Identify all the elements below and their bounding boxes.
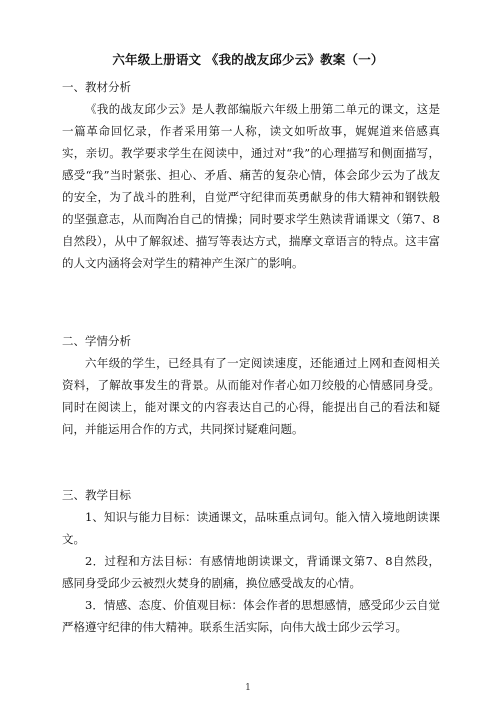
document-title: 六年级上册语文 《我的战友邱少云》教案（一） bbox=[112, 52, 384, 67]
goal-item: 3．情感、态度、价值观目标：体会作者的思想感情，感受邱少云自觉严格遵守纪律的伟大精神。联系生活实际，向伟大战士邱少云学习。 bbox=[62, 598, 440, 634]
section-paragraph: 《我的战友邱少云》是人教部编版六年级上册第二单元的课文，这是一篇革命回忆录，作者采用第一人称，读文如听故事，娓娓道来倍感真实，亲切。教学要求学生在阅读中，通过对“我”的心理描写和侧面描写，感受“我”当时紧张、担心、矛盾、痛苦的复杂心情，体会邱少云为了战友的安全，为了战斗的胜利，自觉严守纪律而英勇献身的伟大精神和钢铁般的坚强意志，从而陶冶自己的情操；同时要求学生熟读背诵课文（第7、8自然段），从中了解叙述、描写等表达方式，揣摩文章语言的特点。这丰富的人文内涵将会对学生的精神产生深广的影响。 bbox=[62, 102, 440, 270]
section-heading: 一、教材分析 bbox=[62, 80, 131, 94]
section-heading: 二、学情分析 bbox=[62, 334, 131, 348]
goal-item: 1、知识与能力目标：读通课文，品味重点词句。能入情入境地朗读课文。 bbox=[62, 510, 440, 546]
section-paragraph: 六年级的学生，已经具有了一定阅读速度，还能通过上网和查阅相关资料，了解故事发生的背景。从而能对作者心如刀绞般的心情感同身受。同时在阅读上，能对课文的内容表达自己的心得，能提出自己的看法和疑问，并能运用合作的方式，共同探讨疑难问题。 bbox=[62, 356, 440, 436]
section-teaching-goals bbox=[62, 484, 440, 638]
page-number: 1 bbox=[245, 683, 251, 693]
section-student-analysis bbox=[62, 330, 440, 440]
section-textbook-analysis bbox=[62, 76, 440, 274]
goal-item: 2．过程和方法目标：有感情地朗读课文，背诵课文第7、8自然段，感同身受邱少云被烈火焚身的剧痛，换位感受战友的心情。 bbox=[62, 554, 440, 590]
section-heading: 三、教学目标 bbox=[62, 488, 131, 502]
